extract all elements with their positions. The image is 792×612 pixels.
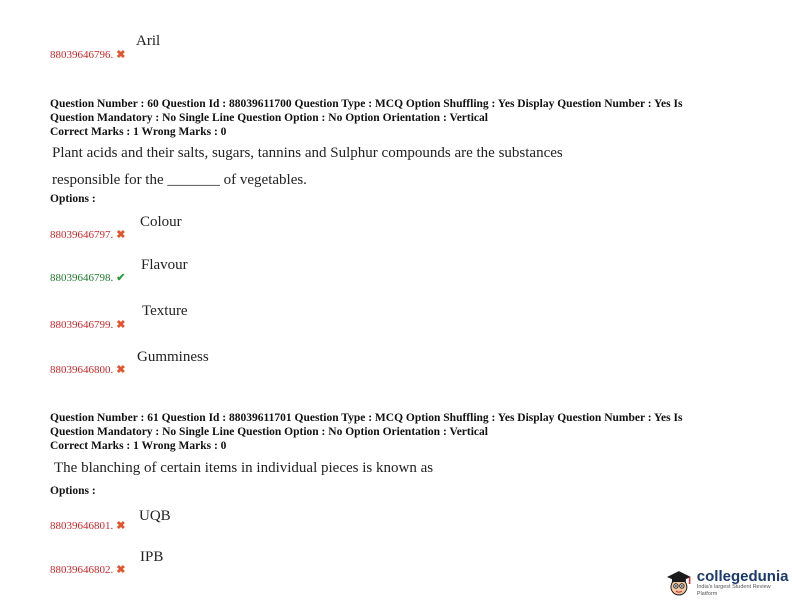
correct-check-icon: ✔ — [116, 272, 126, 284]
q60-meta-line2: Question Mandatory : No Single Line Question Option : No Option Orientation : Vertical — [50, 112, 488, 124]
option-id-row — [50, 45, 125, 63]
option-id-row — [50, 225, 125, 243]
q61-text-line1: The blanching of certain items in individual pieces is known as — [54, 460, 434, 476]
option-text: IPB — [140, 549, 164, 565]
option-id-row — [50, 516, 125, 534]
q61-marks: Correct Marks : 1 Wrong Marks : 0 — [50, 440, 227, 452]
option-text: UQB — [139, 508, 171, 524]
option-id: 88039646797. — [50, 229, 114, 241]
collegedunia-logo — [664, 568, 792, 598]
option-text: Texture — [142, 303, 188, 319]
graduate-mascot-icon — [664, 568, 694, 598]
q61-options-label: Options : — [50, 485, 96, 497]
q61-meta-line2: Question Mandatory : No Single Line Question Option : No Option Orientation : Vertical — [50, 426, 488, 438]
wrong-mark-icon: ✖ — [116, 229, 126, 241]
q60-meta-line1: Question Number : 60 Question Id : 88039611700 Question Type : MCQ Option Shuffling : Yes Display Question Number : Yes Is — [50, 98, 683, 110]
option-id-row — [50, 268, 125, 286]
wrong-mark-icon: ✖ — [116, 49, 126, 61]
option-id: 88039646796. — [50, 49, 114, 61]
q60-marks: Correct Marks : 1 Wrong Marks : 0 — [50, 126, 227, 138]
option-id: 88039646802. — [50, 564, 114, 576]
option-id: 88039646798. — [50, 272, 114, 284]
option-id-row — [50, 315, 125, 333]
q60-meta — [50, 97, 682, 139]
option-text: Flavour — [141, 257, 188, 273]
wrong-mark-icon: ✖ — [116, 364, 126, 376]
option-text: Aril — [136, 33, 161, 49]
option-id: 88039646801. — [50, 520, 114, 532]
logo-name: collegedunia — [696, 567, 789, 585]
wrong-mark-icon: ✖ — [116, 319, 126, 331]
logo-tagline: India's largest Student Review Platform — [696, 583, 771, 597]
option-id-row — [50, 560, 125, 578]
q61-meta-line1: Question Number : 61 Question Id : 88039611701 Question Type : MCQ Option Shuffling : Yes Display Question Number : Yes Is — [50, 412, 683, 424]
option-text: Gumminess — [137, 349, 209, 365]
option-id: 88039646799. — [50, 319, 114, 331]
q60-text-line2: responsible for the _______ of vegetables. — [52, 172, 307, 188]
wrong-mark-icon: ✖ — [116, 520, 126, 532]
q61-meta — [50, 411, 682, 453]
option-id-row — [50, 360, 125, 378]
q60-text-line1: Plant acids and their salts, sugars, tannins and Sulphur compounds are the substances — [52, 145, 563, 161]
option-id: 88039646800. — [50, 364, 114, 376]
q60-options-label: Options : — [50, 193, 96, 205]
wrong-mark-icon: ✖ — [116, 564, 126, 576]
option-text: Colour — [140, 214, 182, 230]
